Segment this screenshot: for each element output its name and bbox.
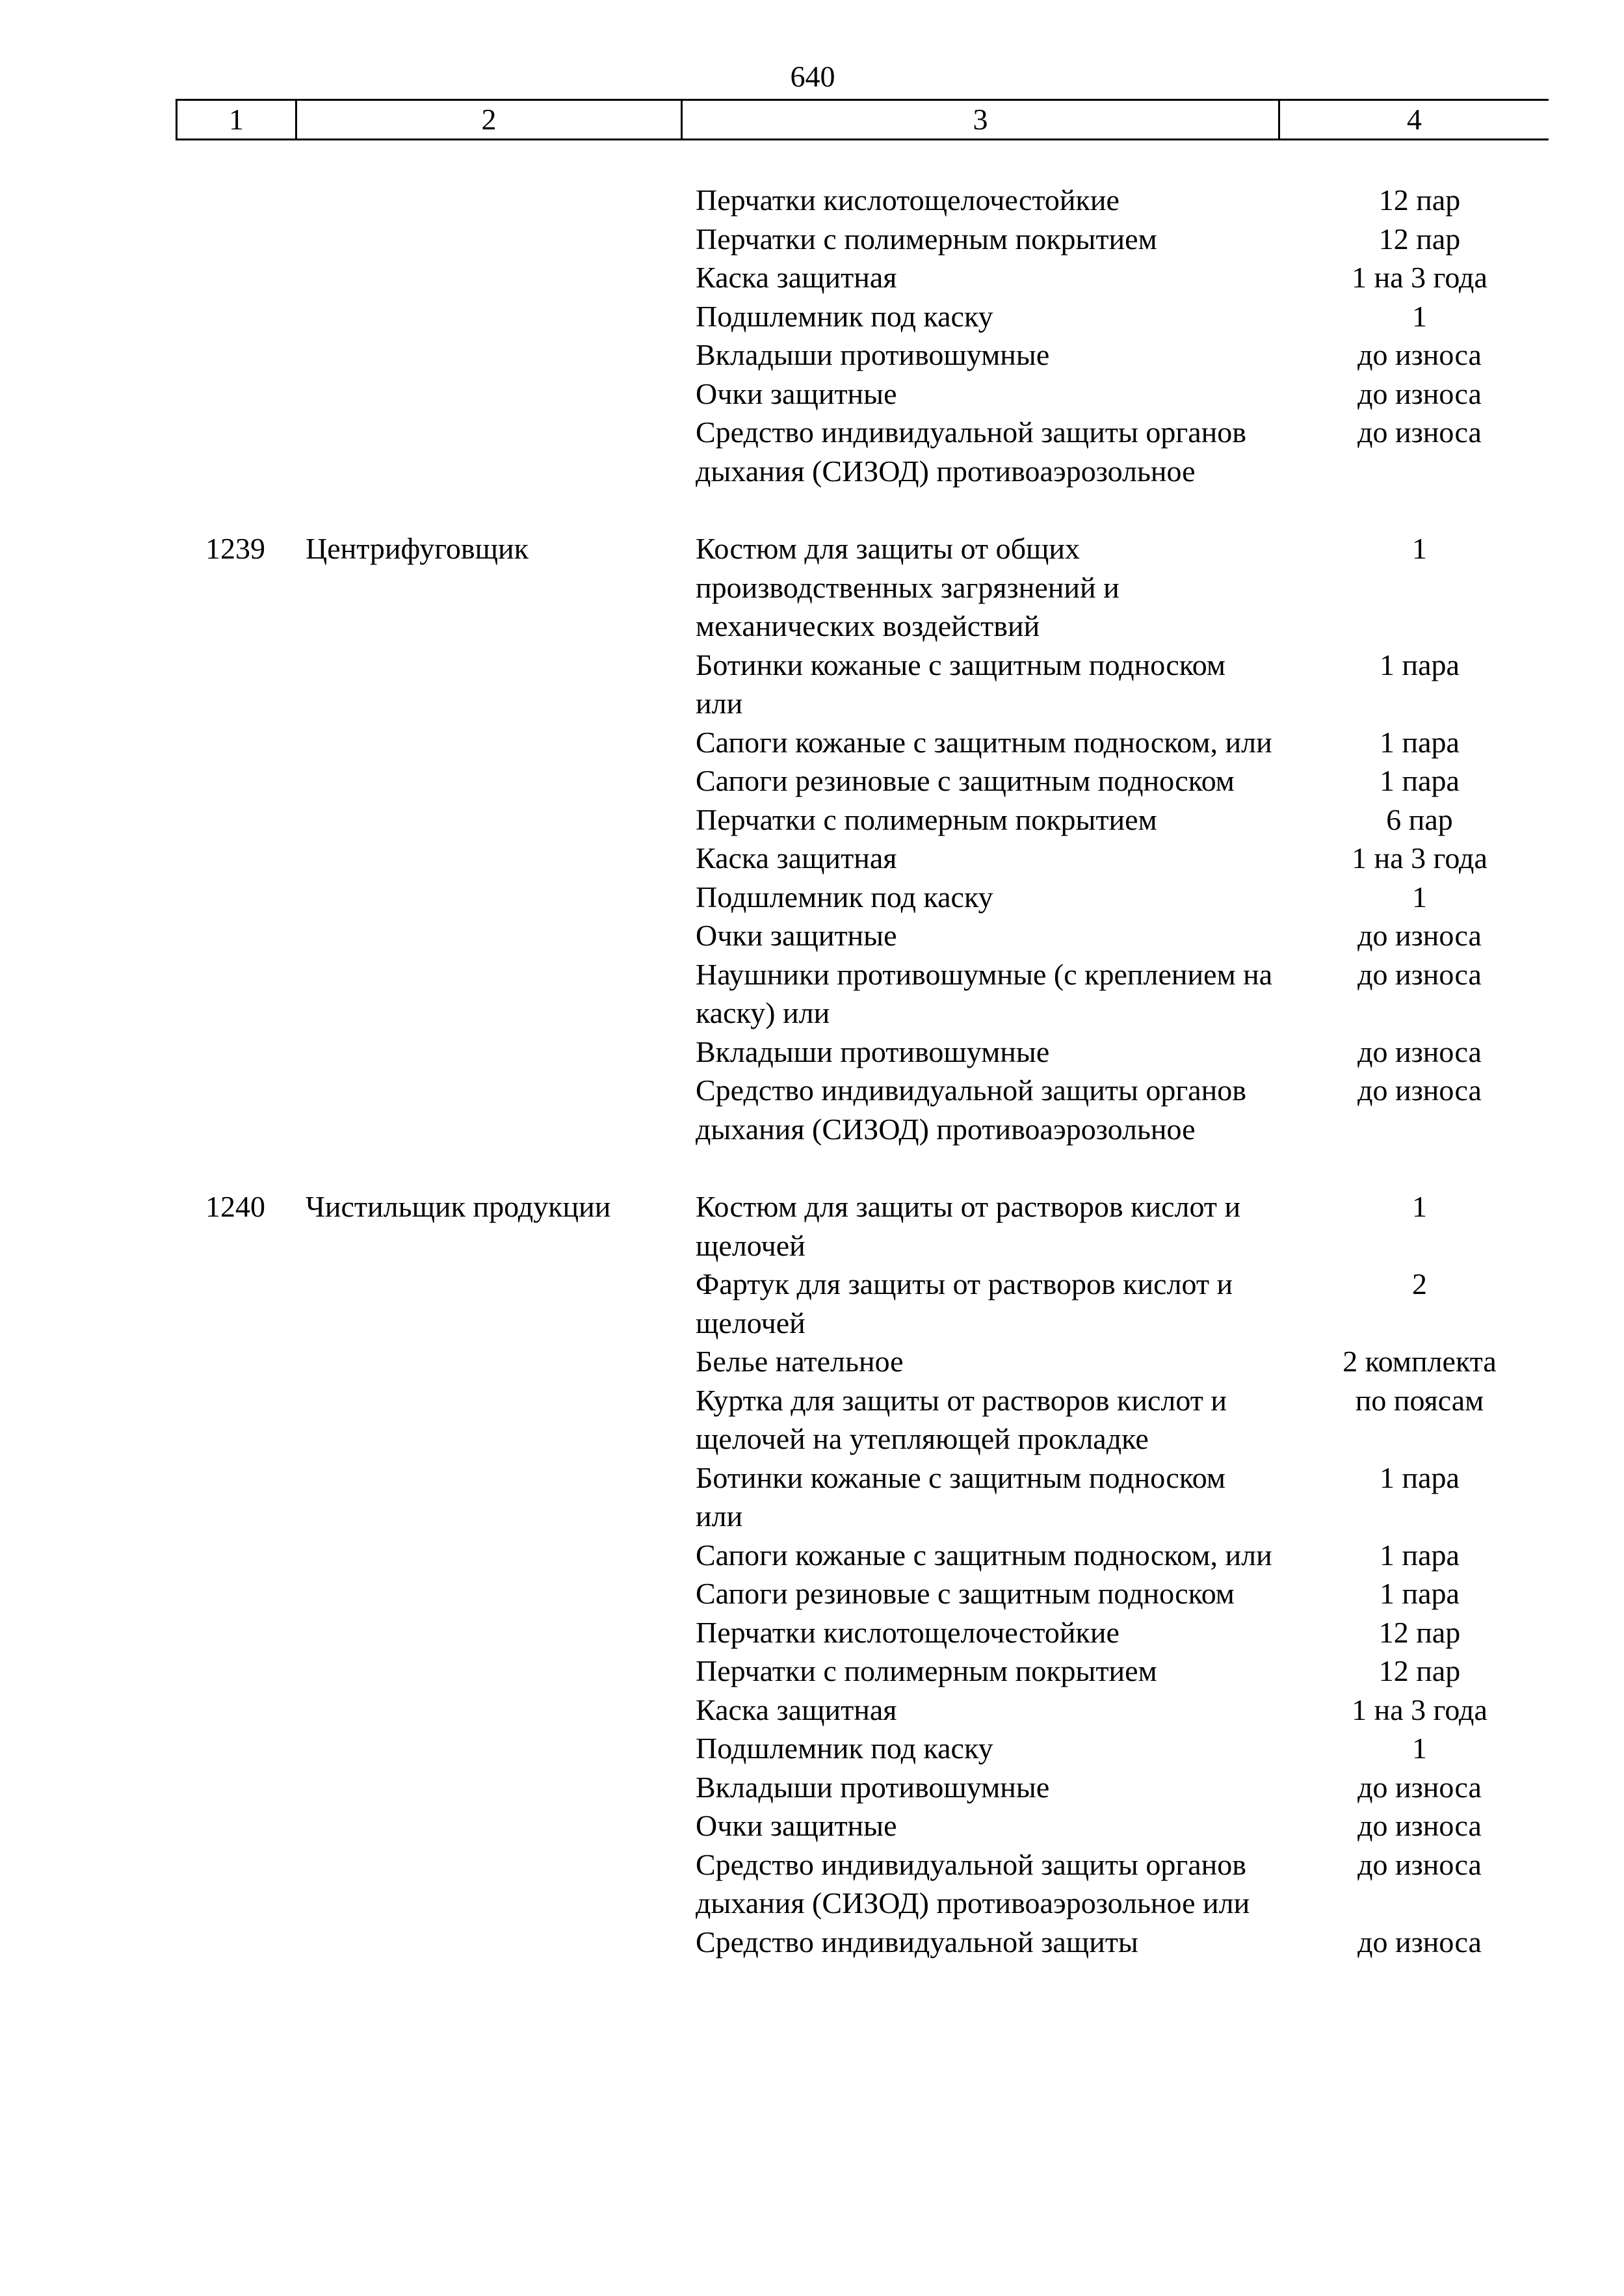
ppe-item-row: [696, 646, 1549, 723]
profession-group: [176, 529, 1549, 1148]
ppe-item-norm: 12 пар: [1378, 1615, 1461, 1649]
ppe-item-name: Белье нательное: [696, 1345, 904, 1378]
ppe-item-name: Каска защитная: [696, 261, 897, 294]
ppe-item-norm: 1 пара: [1380, 1577, 1460, 1610]
ppe-item-name: Сапоги кожаные с защитным подноском, или: [696, 1538, 1272, 1572]
ppe-item-name: Подшлемник под каску: [696, 880, 993, 914]
ppe-item-name: Фартук для защиты от растворов кислот и щелочей: [696, 1267, 1233, 1339]
ppe-item-norm: до износа: [1357, 1847, 1482, 1881]
ppe-item-norm: 12 пар: [1378, 183, 1461, 217]
ppe-item-norm: до износа: [1357, 1770, 1482, 1804]
ppe-item-row: [696, 1342, 1549, 1381]
ppe-item-name: Сапоги резиновые с защитным подноском: [696, 1577, 1235, 1610]
ppe-item-norm: 1 пара: [1380, 725, 1460, 759]
ppe-item-row: [696, 375, 1549, 414]
ppe-item-row: [696, 413, 1549, 490]
ppe-item-name: Сапоги резиновые с защитным подноском: [696, 764, 1235, 797]
ppe-item-norm: до износа: [1357, 1925, 1482, 1959]
ppe-item-norm: 1 пара: [1380, 1538, 1460, 1572]
ppe-item-name: Очки защитные: [696, 919, 897, 952]
ppe-item-norm: 2: [1412, 1267, 1427, 1300]
ppe-item-name: Средство индивидуальной защиты: [696, 1925, 1138, 1959]
ppe-item-norm: до износа: [1357, 919, 1482, 952]
ppe-item-row: [696, 1071, 1549, 1148]
ppe-item-name: Перчатки с полимерным покрытием: [696, 222, 1157, 256]
profession-name: Чистильщик продукции: [306, 1190, 611, 1223]
ppe-item-row: [696, 839, 1549, 878]
ppe-item-norm: 1: [1412, 532, 1427, 565]
ppe-item-norm: 1: [1412, 880, 1427, 914]
ppe-item-name: Ботинки кожаные с защитным подноском или: [696, 1460, 1226, 1533]
ppe-item-norm: до износа: [1357, 338, 1482, 371]
ppe-item-row: [696, 1923, 1549, 1962]
ppe-item-name: Очки защитные: [696, 376, 897, 410]
ppe-item-norm: 1 пара: [1380, 1460, 1460, 1494]
ppe-item-row: [696, 1458, 1549, 1536]
page-number: 640: [790, 60, 835, 93]
ppe-item-name: Вкладыши противошумные: [696, 1770, 1050, 1804]
ppe-item-row: [696, 1381, 1549, 1458]
ppe-item-row: [696, 1652, 1549, 1691]
ppe-item-row: [696, 723, 1549, 762]
ppe-item-name: Подшлемник под каску: [696, 1732, 993, 1765]
ppe-item-norm: 1 пара: [1380, 764, 1460, 797]
ppe-item-row: [696, 878, 1549, 917]
ppe-item-row: [696, 1613, 1549, 1652]
ppe-item-norm: 1: [1412, 1732, 1427, 1765]
ppe-item-row: [696, 181, 1549, 220]
table-body: [176, 181, 1549, 1961]
ppe-item-norm: 2 комплекта: [1342, 1345, 1497, 1378]
ppe-item-norm: 12 пар: [1378, 222, 1461, 256]
ppe-item-name: Куртка для защиты от растворов кислот и щелочей на утепляющей прокладке: [696, 1383, 1227, 1455]
ppe-item-norm: до износа: [1357, 1074, 1482, 1107]
ppe-item-norm: 1 на 3 года: [1352, 1693, 1487, 1726]
ppe-item-norm: 1 на 3 года: [1352, 261, 1487, 294]
ppe-item-row: [696, 1768, 1549, 1807]
ppe-item-norm: до износа: [1357, 957, 1482, 991]
ppe-item-name: Перчатки кислотощелочестойкие: [696, 183, 1120, 217]
ppe-item-row: [696, 1033, 1549, 1072]
column-header-3: 3: [683, 101, 1280, 139]
ppe-item-name: Каска защитная: [696, 841, 897, 875]
ppe-item-name: Вкладыши противошумные: [696, 1035, 1050, 1068]
ppe-item-row: [696, 1187, 1549, 1265]
ppe-item-norm: по поясам: [1355, 1383, 1484, 1417]
ppe-item-norm: до износа: [1357, 1035, 1482, 1068]
profession-number: 1239: [205, 532, 265, 565]
ppe-item-row: [696, 297, 1549, 336]
table-header-row: [176, 99, 1549, 140]
ppe-item-row: [696, 1691, 1549, 1730]
ppe-item-name: Перчатки кислотощелочестойкие: [696, 1615, 1120, 1649]
ppe-item-row: [696, 1574, 1549, 1613]
ppe-item-row: [696, 916, 1549, 955]
ppe-item-name: Ботинки кожаные с защитным подноском или: [696, 648, 1226, 720]
ppe-item-name: Подшлемник под каску: [696, 299, 993, 333]
column-header-1: 1: [177, 101, 297, 139]
ppe-item-name: Средство индивидуальной защиты органов дыхания (СИЗОД) противоаэрозольное: [696, 1074, 1246, 1146]
ppe-item-row: [696, 1536, 1549, 1575]
ppe-item-name: Перчатки с полимерным покрытием: [696, 802, 1157, 836]
ppe-item-norm: до износа: [1357, 416, 1482, 449]
ppe-item-norm: 1 на 3 года: [1352, 841, 1487, 875]
ppe-item-name: Наушники противошумные (с креплением на каску) или: [696, 957, 1273, 1029]
column-header-4: 4: [1407, 103, 1422, 136]
column-header-2: 2: [297, 101, 683, 139]
ppe-item-norm: до износа: [1357, 1809, 1482, 1842]
profession-group: [176, 1187, 1549, 1961]
profession-number: 1240: [205, 1190, 265, 1223]
ppe-item-norm: до износа: [1357, 376, 1482, 410]
ppe-item-row: [696, 1845, 1549, 1923]
ppe-item-name: Средство индивидуальной защиты органов дыхания (СИЗОД) противоаэрозольное: [696, 416, 1246, 488]
ppe-item-row: [696, 800, 1549, 839]
ppe-item-row: [696, 955, 1549, 1033]
ppe-item-norm: 1 пара: [1380, 648, 1460, 681]
ppe-item-row: [696, 1265, 1549, 1342]
ppe-item-name: Костюм для защиты от общих производственных загрязнений и механических воздействий: [696, 532, 1120, 642]
profession-name: Центрифуговщик: [306, 532, 529, 565]
ppe-item-row: [696, 220, 1549, 259]
ppe-item-norm: 12 пар: [1378, 1654, 1461, 1687]
ppe-item-name: Очки защитные: [696, 1809, 897, 1842]
profession-group: [176, 181, 1549, 490]
ppe-item-row: [696, 1729, 1549, 1768]
ppe-item-name: Вкладыши противошумные: [696, 338, 1050, 371]
ppe-item-norm: 1: [1412, 1190, 1427, 1223]
ppe-item-name: Средство индивидуальной защиты органов дыхания (СИЗОД) противоаэрозольное или: [696, 1847, 1250, 1920]
ppe-item-row: [696, 529, 1549, 646]
ppe-item-row: [696, 761, 1549, 800]
ppe-item-row: [696, 258, 1549, 297]
ppe-item-norm: 1: [1412, 299, 1427, 333]
ppe-item-norm: 6 пар: [1386, 802, 1453, 836]
ppe-item-name: Перчатки с полимерным покрытием: [696, 1654, 1157, 1687]
ppe-item-name: Сапоги кожаные с защитным подноском, или: [696, 725, 1272, 759]
ppe-item-row: [696, 1806, 1549, 1845]
ppe-item-row: [696, 336, 1549, 375]
ppe-item-name: Костюм для защиты от растворов кислот и щелочей: [696, 1190, 1241, 1262]
ppe-item-name: Каска защитная: [696, 1693, 897, 1726]
